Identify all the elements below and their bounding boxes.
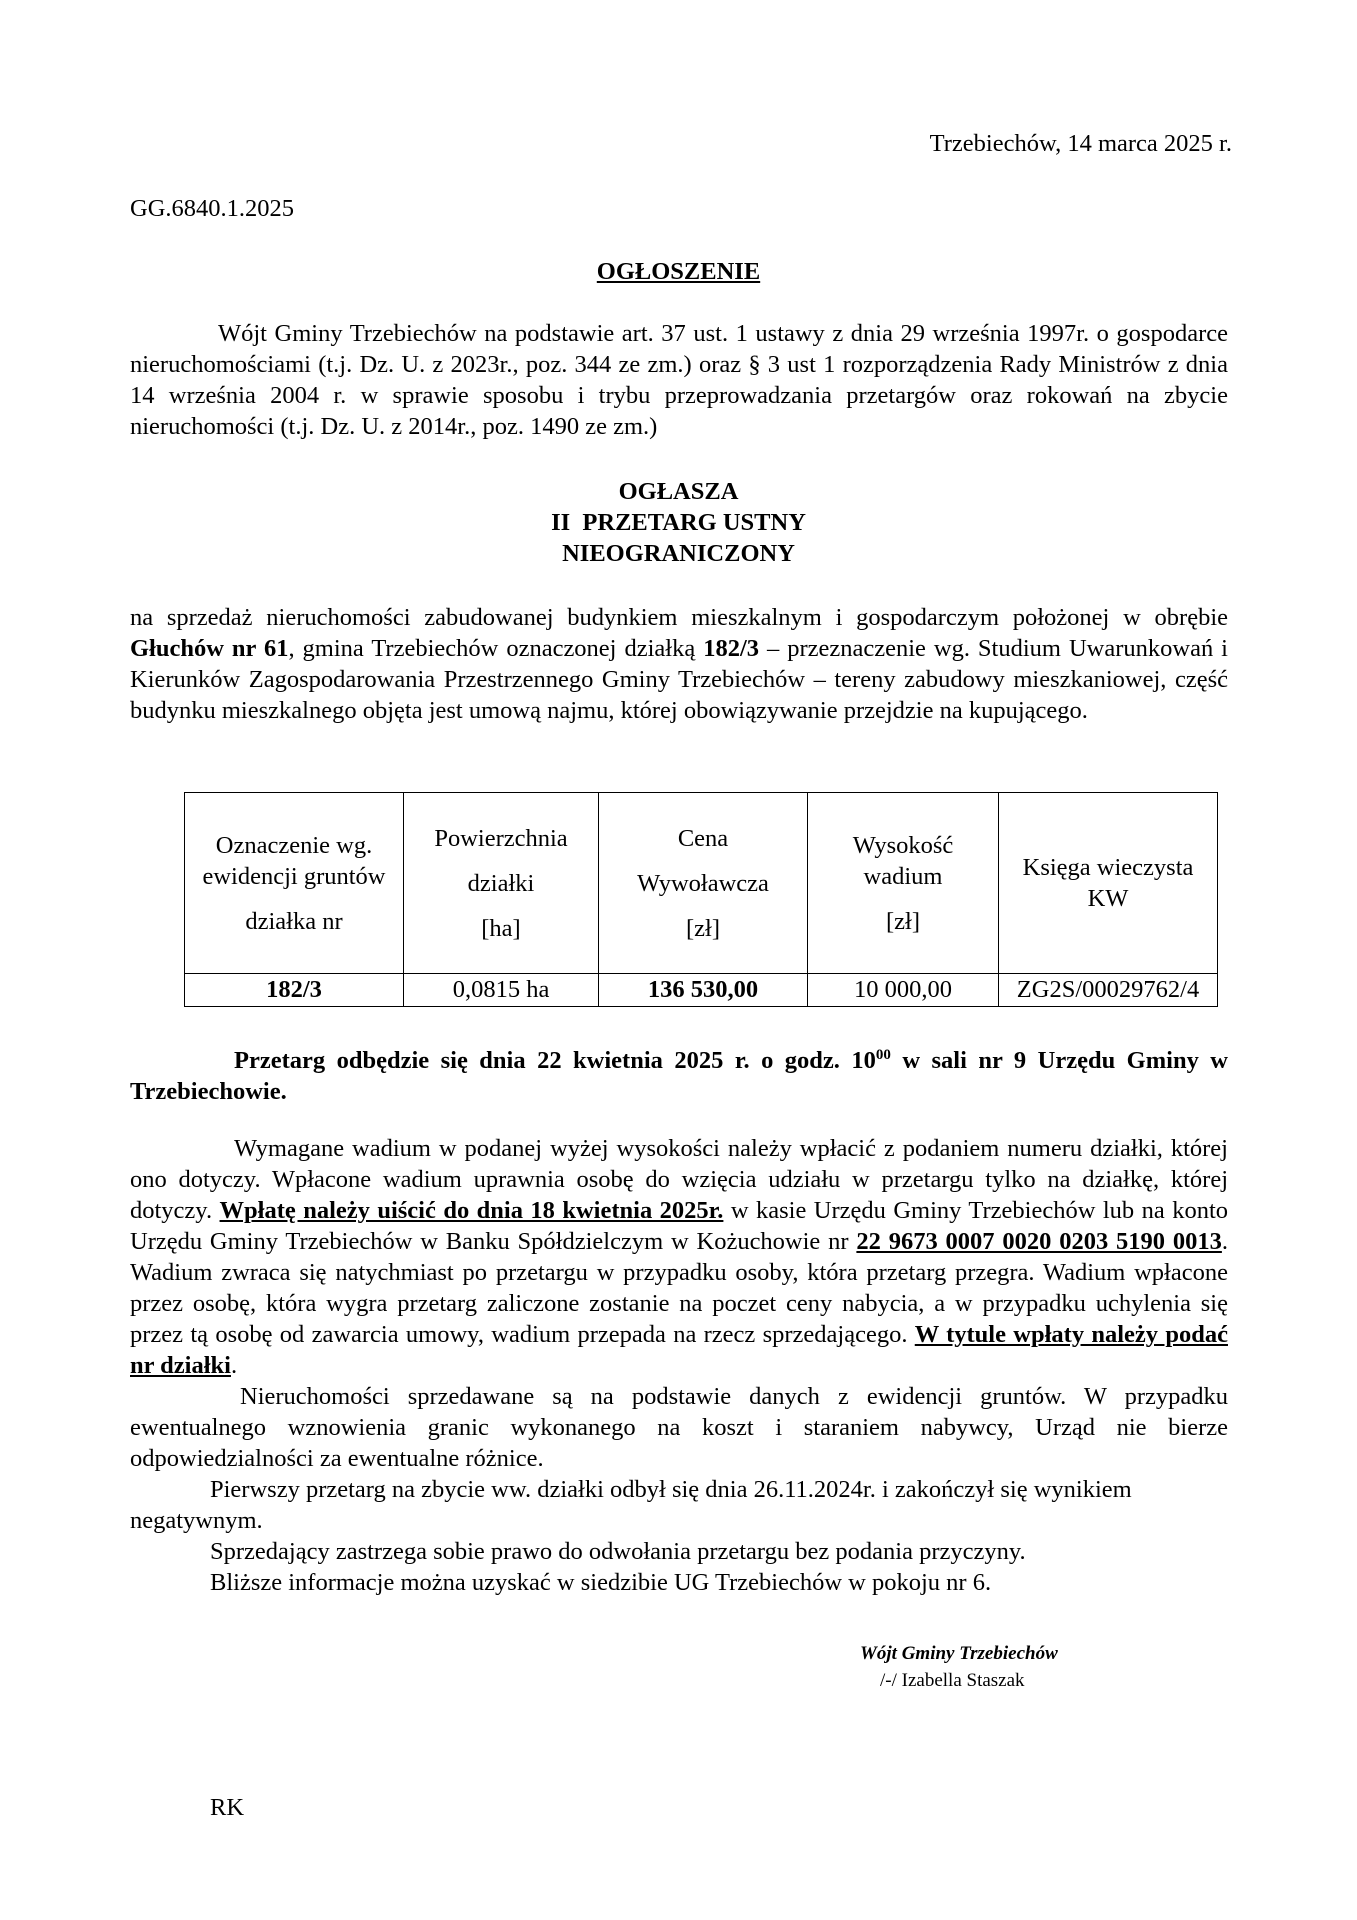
table-header-cell (999, 793, 1218, 974)
table-row (185, 974, 1218, 1007)
header-line: KW (1087, 885, 1129, 912)
notice-text: Przetarg odbędzie się dnia 22 kwietnia 2025 r. o godz. 10 (234, 1047, 876, 1075)
table-header-cell (808, 793, 999, 974)
header-line: Wywoławcza (637, 869, 769, 897)
auction-date-notice (130, 1040, 1228, 1107)
deposit-text: . Wadium zwraca się natychmiast po przetargu w przypadku osoby, która przetarg przegra. Wadium wpłacone przez osobę, która wygra przetarg zaliczone zostanie na poczet ceny nabycia, a w przypadku uchylenia się przez tą osobę od zawarcia umowy, wadium przepada na rzecz sprzedającego. (130, 1228, 1229, 1348)
header-line: Wysokość (852, 831, 954, 859)
signature-role: Wójt Gminy Trzebiechów (860, 1643, 1058, 1664)
description-text: – przeznaczenie wg. Studium Uwarunkowań i Kierunków Zagospodarowania Przestrzennego Gminy Trzebiechów – tereny zabudowy mieszkaniowej, część budynku mieszkalnego objęta jest umową najmu, której obowiązywanie przejdzie na kupującego. (130, 635, 1228, 724)
table-cell-land-register: ZG2S/00029762/4 (999, 974, 1218, 1007)
notice-text: w sali nr 9 Urzędu Gminy w Trzebiechowie. (130, 1047, 1228, 1106)
header-line: wadium (863, 862, 943, 890)
table-header-cell (404, 793, 599, 974)
property-description (130, 602, 1228, 726)
cancellation-paragraph: Sprzedający zastrzega sobie prawo do odwołania przetargu bez podania przyczyny. (210, 1538, 1026, 1565)
header-line: ewidencji gruntów (202, 862, 386, 890)
table-cell-price: 136 530,00 (599, 974, 808, 1007)
description-text: , gmina Trzebiechów oznaczonej działką (288, 635, 704, 662)
author-initials: RK (210, 1794, 245, 1821)
table-header-row (185, 793, 1218, 974)
announcement-line-3: NIEOGRANICZONY (562, 540, 795, 567)
announcement-line-1: OGŁASZA (618, 478, 739, 505)
deposit-paragraph (130, 1133, 1228, 1381)
notice-time-superscript: 00 (875, 1047, 891, 1063)
header-line: Powierzchnia (434, 824, 568, 852)
header-line: działki (467, 869, 535, 897)
table-header-cell (599, 793, 808, 974)
deposit-deadline: Wpłatę należy uiścić do dnia 18 kwietnia 2025r. (219, 1197, 724, 1224)
header-line: [ha] (481, 914, 521, 942)
transfer-title-note: W tytule wpłaty należy podać nr działki (130, 1321, 1228, 1379)
header-line: Księga wieczysta (1022, 854, 1194, 881)
document-title: OGŁOSZENIE (596, 258, 761, 285)
header-line: działka nr (245, 907, 343, 935)
information-paragraph: Bliższe informacje można uzyskać w siedzibie UG Trzebiechów w pokoju nr 6. (210, 1569, 992, 1596)
bank-account-number: 22 9673 0007 0020 0203 5190 0013 (856, 1228, 1222, 1255)
location: Głuchów nr 61 (130, 635, 289, 662)
deposit-text: w kasie Urzędu Gminy Trzebiechów lub na konto Urzędu Gminy Trzebiechów w Banku Spółdzielczym w Kożuchowie nr (130, 1197, 1229, 1255)
reference-number: GG.6840.1.2025 (130, 195, 295, 222)
table-cell-plot: 182/3 (185, 974, 404, 1007)
header-line: Cena (677, 824, 729, 852)
deposit-text: . (230, 1352, 238, 1379)
table-cell-area: 0,0815 ha (404, 974, 599, 1007)
plot-table (184, 792, 1218, 1007)
signature-block (860, 1640, 1058, 1694)
announcement-heading (0, 476, 1357, 569)
signature-name: /-/ Izabella Staszak (880, 1670, 1025, 1691)
header-line: [zł] (886, 907, 920, 935)
header-line: Oznaczenie wg. (215, 831, 373, 859)
header-line: [zł] (686, 914, 720, 942)
place-date: Trzebiechów, 14 marca 2025 r. (929, 130, 1232, 157)
first-auction-paragraph: Pierwszy przetarg na zbycie ww. działki odbył się dnia 26.11.2024r. i zakończył się wynikiem negatywnym. (130, 1476, 1132, 1534)
table-cell-deposit: 10 000,00 (808, 974, 999, 1007)
description-text: na sprzedaż nieruchomości zabudowanej budynkiem mieszkalnym i gospodarczym położonej w obrębie (130, 604, 1228, 631)
plot-number: 182/3 (703, 635, 759, 662)
terms-section (130, 1133, 1228, 1598)
boundaries-paragraph: Nieruchomości sprzedawane są na podstawie danych z ewidencji gruntów. W przypadku ewentualnego wznowienia granic wykonanego na koszt i staraniem nabywcy, Urząd nie bierze odpowiedzialności za ewentualne różnice. (130, 1383, 1228, 1472)
table-header-cell (185, 793, 404, 974)
intro-paragraph: Wójt Gminy Trzebiechów na podstawie art. 37 ust. 1 ustawy z dnia 29 września 1997r. o gospodarce nieruchomościami (t.j. Dz. U. z 2023r., poz. 344 ze zm.) oraz § 3 ust 1 rozporządzenia Rady Ministrów z dnia 14 września 2004 r. w sprawie sposobu i trybu przeprowadzania przetargów oraz rokowań na zbycie nieruchomości (t.j. Dz. U. z 2014r., poz. 1490 ze zm.) (130, 320, 1228, 440)
announcement-line-2: II PRZETARG USTNY (551, 509, 806, 536)
deposit-text: Wymagane wadium w podanej wyżej wysokości należy wpłacić z podaniem numeru działki, której ono dotyczy. Wpłacone wadium uprawnia osobę do wzięcia udziału w przetargu tylko na działkę, której dotyczy. (130, 1135, 1228, 1224)
